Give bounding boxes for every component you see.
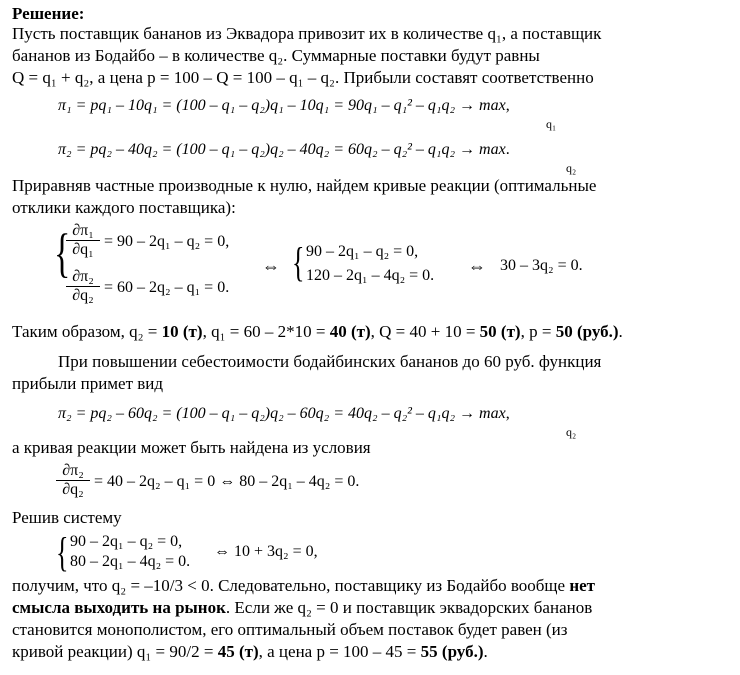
paragraph-line: При повышении себестоимости бодайбинских бананов до 60 руб. функция (58, 352, 602, 371)
equation-row: 120 – 2q₁ – 4q₂ = 0. (306, 267, 435, 284)
equation-row: 90 – 2q₁ – q₂ = 0, (306, 243, 419, 260)
equation-profit-3: π₂ = pq₂ – 60q₂ = (100 – q₁ – q₂)q₂ – 60q₂ = 40q₂ – q₂² – q₁q₂ → max, (58, 405, 510, 422)
paragraph-line: Приравняв частные производные к нулю, найдем кривые реакции (оптимальные (12, 176, 597, 195)
equivalence-arrow: ⇔ (262, 256, 280, 276)
paragraph-line: отклики каждого поставщика): (12, 198, 236, 217)
paragraph-line: кривой реакции) q₁ = 90/2 = 45 (т), а цена p = 100 – 45 = 55 (руб.). (12, 642, 488, 661)
max-subscript: q₁ (546, 117, 557, 131)
equation-row: = 60 – 2q₂ – q₁ = 0. (104, 279, 230, 296)
paragraph-line: бананов из Бодайбо – в количестве q₂. Суммарные поставки будут равны (12, 46, 540, 65)
left-brace: { (292, 239, 305, 286)
equation-profit-2: π₂ = pq₂ – 40q₂ = (100 – q₁ – q₂)q₂ – 40q₂ = 60q₂ – q₂² – q₁q₂ → max. (58, 141, 510, 158)
paragraph-line: смысла выходить на рынок. Если же q₂ = 0 и поставщик эквадорских бананов (12, 598, 593, 617)
result-line: Таким образом, q₂ = 10 (т), q₁ = 60 – 2*10 = 40 (т), Q = 40 + 10 = 50 (т), p = 50 (руб.). (12, 322, 623, 341)
max-subscript: q₂ (566, 161, 577, 175)
paragraph-line: а кривая реакции может быть найдена из условия (12, 438, 371, 457)
heading: Решение: (12, 4, 85, 23)
equation-row: = 90 – 2q₁ – q₂ = 0, (104, 233, 230, 250)
paragraph-line: становится монополистом, его оптимальный объем поставок будет равен (из (12, 620, 568, 639)
derivative-fraction: $\frac{\text{∂π₂}}{\text{∂q₂}}$ (56, 462, 90, 499)
left-brace: { (54, 224, 71, 284)
paragraph-line: прибыли примет вид (12, 374, 164, 393)
equation-row: 90 – 2q₁ – q₂ = 0, (70, 533, 183, 550)
equivalence-arrow: ⇔ (468, 256, 486, 276)
derivative-fraction: $\frac{\text{∂π₂}}{\text{∂q₂}}$ (66, 268, 100, 305)
derivative-fraction: $\frac{\text{∂π₁}}{\text{∂q₁}}$ (66, 222, 100, 259)
equation-condition: = 40 – 2q₂ – q₁ = 0 ⇔ 80 – 2q₁ – 4q₂ = 0. (94, 473, 360, 490)
paragraph-line: Решив систему (12, 508, 122, 527)
equation-profit-1: π₁ = pq₁ – 10q₁ = (100 – q₁ – q₂)q₁ – 10q₁ = 90q₁ – q₁² – q₁q₂ → max, (58, 97, 510, 114)
paragraph-line: Q = q₁ + q₂, а цена p = 100 – Q = 100 – q₁ – q₂. Прибыли составят соответственно (12, 68, 594, 87)
equation-row: 30 – 3q₂ = 0. (500, 257, 583, 274)
max-subscript: q₂ (566, 425, 577, 439)
paragraph-line: Пусть поставщик бананов из Эквадора привозит их в количестве q₁, а поставщик (12, 24, 602, 43)
paragraph-line: получим, что q₂ = –10/3 < 0. Следовательно, поставщику из Бодайбо вообще нет (12, 576, 596, 595)
equation-row: 80 – 2q₁ – 4q₂ = 0. (70, 553, 191, 570)
equation-row: ⇔ 10 + 3q₂ = 0, (214, 543, 318, 560)
left-brace: { (56, 529, 69, 576)
